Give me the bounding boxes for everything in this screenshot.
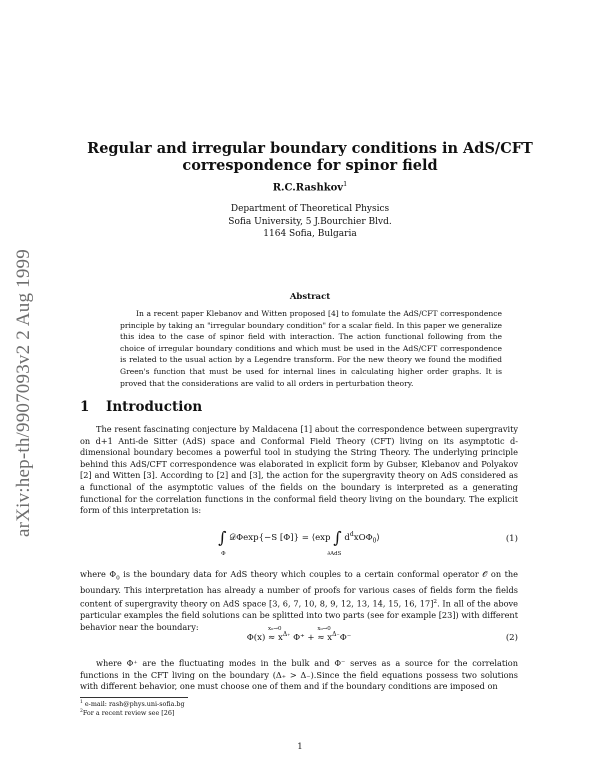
- eq1-zero: 0: [372, 537, 377, 545]
- eq1-lower-limit-left: Φ: [221, 551, 226, 557]
- p2-part-c: . In all of the above particular examples the field solutions can be splitted into two parts (see for example [23]) with different behavior near the boundary:: [80, 598, 518, 632]
- p2-part-a: where Φ: [80, 569, 117, 579]
- affiliation: [80, 203, 540, 241]
- title-line-1: Regular and irregular boundary conditions in AdS/CFT: [87, 140, 533, 157]
- arxiv-identifier: arXiv:hep-th/9907093v2 2 Aug 1999: [13, 249, 34, 537]
- equation-2-body: [80, 625, 518, 643]
- affiliation-line-3: 1164 Sofia, Bulgaria: [263, 229, 357, 239]
- abstract-heading: Abstract: [289, 292, 331, 302]
- equation-1-body: [80, 528, 518, 557]
- section-number: 1: [80, 399, 90, 415]
- footnote-2: [80, 709, 174, 717]
- affiliation-line-2: Sofia University, 5 J.Bourchier Blvd.: [228, 216, 392, 227]
- eq1-close: ⟩: [376, 533, 380, 543]
- section-title: Introduction: [106, 399, 203, 415]
- eq2-right2: Φ⁻: [339, 632, 352, 643]
- eq2-mid: x: [277, 632, 283, 643]
- footnote-2-mark: 2: [80, 709, 83, 714]
- eq2-mid2: Φ⁺ +: [293, 632, 315, 643]
- p2-footnote-mark: 2: [433, 598, 438, 605]
- equation-1-number: (1): [505, 534, 518, 544]
- footnote-1-mark: 1: [80, 700, 83, 705]
- abstract-text: In a recent paper Klebanov and Witten proposed [4] to fomulate the AdS/CFT correspondence principle by taking an "irregular boundary condition" for a scalar field. In this paper we generalize this idea to the case of spinor field with interaction. The action functional following from the choice of irregular boundary conditions and which must be used in the AdS/CFT correspondence is related to the usual action by a Legendre transform. For the new theory we found the modified Green's function that must be used for internal lines in calculating higher order graphs. It is proved that the considerations are valid to all orders in perturbation theory.: [120, 309, 502, 388]
- eq2-approx-2: x₀→0 ≈: [317, 625, 331, 643]
- title-line-2: correspondence for spinor field: [182, 157, 438, 174]
- paragraph-boundary-data: [80, 569, 518, 633]
- eq2-right-exp: Δ₋: [332, 631, 340, 638]
- p2-part-b: is the boundary data for AdS theory which couples to a certain conformal operator 𝒪 on the boundary. This interpretation has already a number of proofs for various cases of fields form the fields content of supergravity theory on AdS space [3, 6, 7, 10, 8, 9, 12, 13, 14, 15, 16, 17]: [80, 569, 519, 609]
- affiliation-line-1: Department of Theoretical Physics: [230, 204, 390, 214]
- footnote-1: [80, 700, 185, 708]
- eq1-d-exp: d: [349, 531, 354, 539]
- eq2-lhs: Φ(x): [246, 632, 266, 643]
- eq1-right: xOΦ: [353, 533, 373, 543]
- author: [80, 180, 540, 193]
- paper-title: [80, 140, 540, 174]
- p2-subscript: 0: [116, 575, 120, 582]
- integral-sign-2: ∫: [333, 528, 342, 547]
- author-name: R.C.Rashkov: [272, 182, 344, 194]
- eq2-mid-exp: Δ₊: [282, 631, 291, 638]
- eq1-lower-limit-right: ∂AdS: [327, 551, 342, 557]
- eq2-right: x: [327, 632, 333, 643]
- integral-sign: ∫: [218, 528, 227, 547]
- eq1-d: d: [344, 533, 350, 543]
- footnote-2-text: For a recent review see [26]: [82, 709, 175, 718]
- author-footnote-mark: 1: [343, 180, 348, 188]
- paragraph-fluctuating-modes: where Φ⁺ are the fluctuating modes in the bulk and Φ⁻ serves as a source for the correlation functions in the CFT living on the boundary (Δ₊ > Δ₋).Since the field equations possess two solutions with different behavior, one must choose one of them and if the boundary conditions are imposed on: [80, 658, 518, 692]
- footnote-rule: [80, 697, 188, 698]
- footnote-1-text: e-mail: rash@phys.uni-sofia.bg: [84, 700, 185, 709]
- equation-2-number: (2): [505, 633, 518, 643]
- section-heading: [80, 399, 202, 415]
- equation-1: [80, 528, 518, 558]
- page-number: 1: [297, 742, 303, 752]
- paragraph-intro: The resent fascinating conjecture by Maldacena [1] about the correspondence between supergravity on d+1 Anti-de Sitter (AdS) space and Conformal Field Theory (CFT) living on its asymptotic d-dimensional boundary becomes a powerful tool in studying the String Theory. The underlying principle behind this AdS/CFT correspondence was elaborated in explicit form by Gubser, Klebanov and Polyakov [2] and Witten [3]. According to [2] and [3], the action for the supergravity theory on AdS considered as a functional of the asymptotic values of the fields on the boundary is interpreted as a generating functional for the correlation functions in the conformal field theory living on the boundary. The explicit form of this interpretation is:: [80, 424, 518, 516]
- eq2-approx-1: x₀→0 ≈: [268, 625, 282, 643]
- equation-2: [80, 625, 518, 651]
- eq1-left: 𝒟Φexp{−S [Φ]} = ⟨exp: [229, 533, 331, 543]
